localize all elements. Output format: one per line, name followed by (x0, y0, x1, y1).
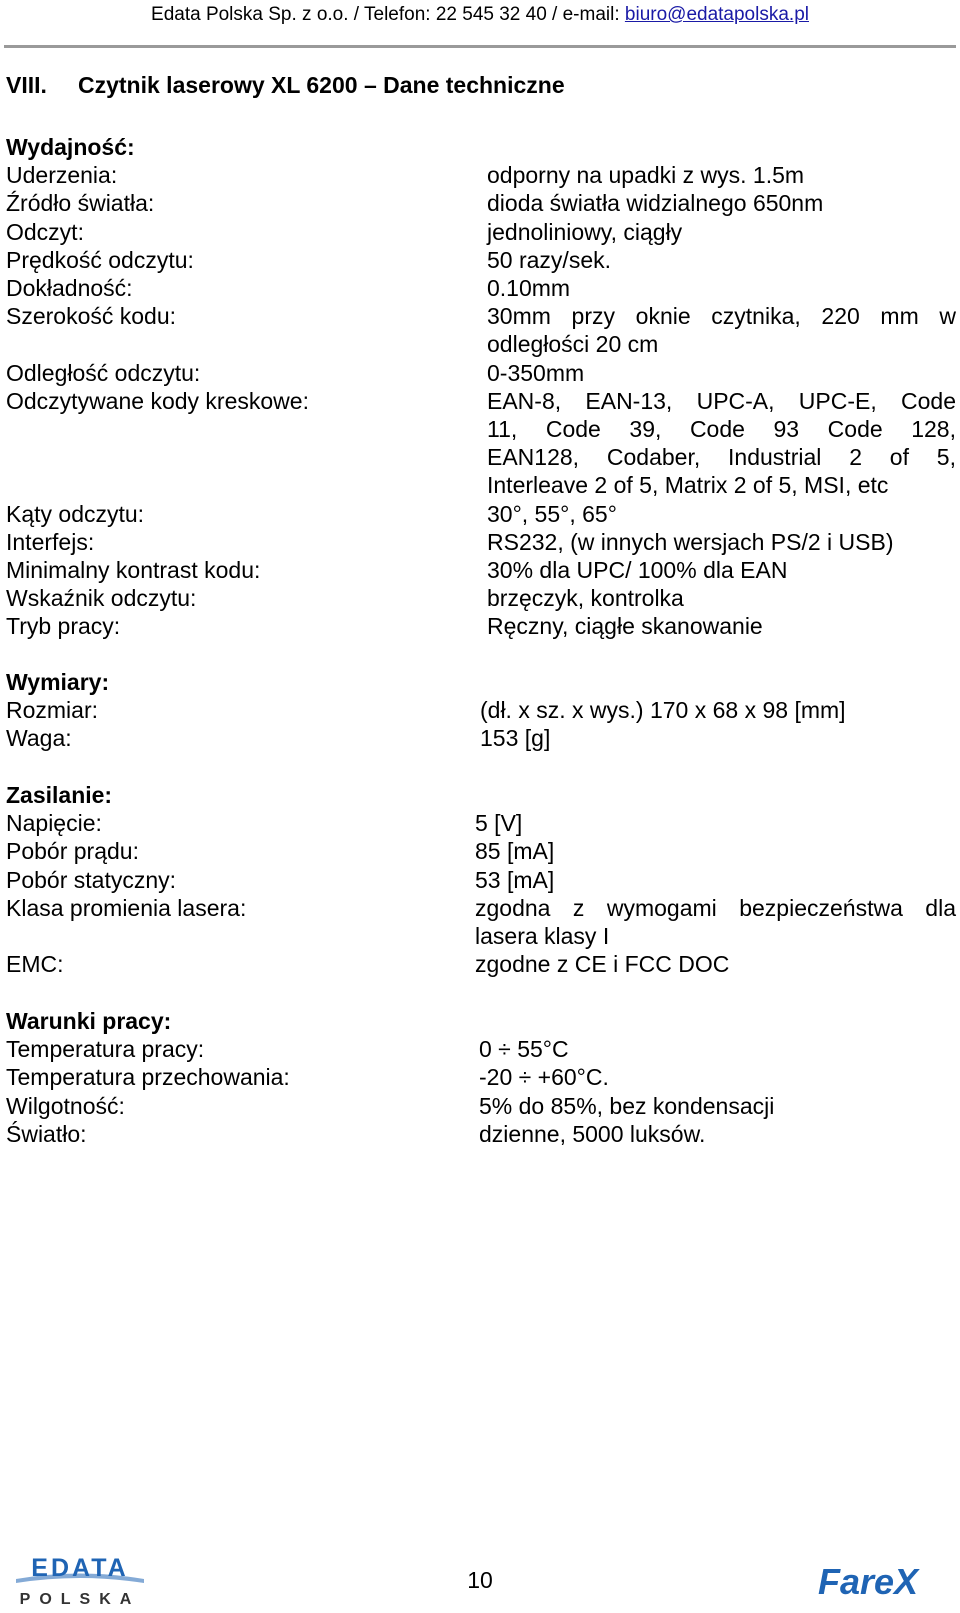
spec-label: Interfejs: (6, 528, 95, 555)
spec-row (6, 528, 956, 556)
spec-value-line: 30% dla UPC/ 100% dla EAN (487, 557, 788, 584)
spec-value-line: -20 ÷ +60°C. (479, 1064, 609, 1091)
spec-value (487, 246, 956, 274)
spec-value-line: 11, Code 39, Code 93 Code 128, (487, 416, 956, 443)
spec-row (6, 950, 956, 978)
spec-value (487, 556, 956, 584)
edata-polska-logo (14, 1552, 146, 1608)
spec-value (487, 387, 956, 500)
spec-value (487, 189, 956, 217)
spec-label: Odczyt: (6, 218, 84, 245)
spec-row (6, 302, 956, 358)
spec-label: Temperatura pracy: (6, 1036, 205, 1063)
spec-label: Światło: (6, 1120, 87, 1147)
spec-value-line: 5% do 85%, bez kondensacji (479, 1092, 775, 1119)
spec-row (6, 359, 956, 387)
spec-group (6, 668, 956, 753)
spec-value (475, 894, 956, 950)
spec-row (6, 387, 956, 500)
spec-group-title: Warunki pracy: (6, 1008, 172, 1034)
spec-group (6, 781, 956, 978)
spec-value-line: zgodna z wymogami bezpieczeństwa dla (475, 894, 956, 921)
spec-label: Klasa promienia lasera: (6, 894, 247, 921)
spec-row (6, 1092, 956, 1120)
page-header (0, 2, 960, 28)
spec-value (487, 218, 956, 246)
spec-value (487, 359, 956, 387)
spec-value-line: 53 [mA] (475, 866, 555, 893)
spec-value (487, 584, 956, 612)
spec-label: Wskaźnik odczytu: (6, 585, 197, 612)
section-heading (6, 70, 565, 100)
spec-value-line: 5 [V] (475, 810, 523, 837)
spec-label: Rozmiar: (6, 697, 99, 724)
spec-row (6, 189, 956, 217)
spec-label: Waga: (6, 725, 72, 752)
spec-row (6, 584, 956, 612)
spec-value-line: jednoliniowy, ciągły (487, 218, 683, 245)
spec-value-line: 153 [g] (480, 725, 551, 752)
spec-value-line: dioda światła widzialnego 650nm (487, 190, 824, 217)
spec-value (480, 696, 956, 724)
spec-row (6, 1063, 956, 1091)
spec-row (6, 500, 956, 528)
spec-value (475, 837, 956, 865)
spec-value-line: EAN-8, EAN-13, UPC-A, UPC-E, Code (487, 387, 956, 414)
spec-value (475, 809, 956, 837)
spec-label: Odległość odczytu: (6, 359, 201, 386)
email-link[interactable]: biuro@edatapolska.pl (624, 4, 809, 25)
spec-label: Źródło światła: (6, 190, 155, 217)
spec-value (475, 866, 956, 894)
spec-label: Minimalny kontrast kodu: (6, 557, 261, 584)
spec-row (6, 274, 956, 302)
spec-row (6, 612, 956, 640)
spec-row (6, 218, 956, 246)
spec-value (487, 274, 956, 302)
page-number: 10 (467, 1567, 493, 1593)
spec-value-line: 50 razy/sek. (487, 246, 611, 273)
spec-row (6, 894, 956, 950)
spec-value-line: 0.10mm (487, 275, 571, 301)
spec-value-line: 30mm przy oknie czytnika, 220 mm w (487, 303, 956, 330)
spec-value-line: odporny na upadki z wys. 1.5m (487, 162, 805, 189)
spec-label: Napięcie: (6, 810, 102, 837)
spec-value (475, 950, 956, 978)
spec-value-line: Ręczny, ciągłe skanowanie (487, 613, 763, 640)
spec-group (6, 1007, 956, 1148)
spec-row (6, 809, 956, 837)
spec-group-title: Wymiary: (6, 669, 110, 695)
spec-value-line: (dł. x sz. x wys.) 170 x 68 x 98 [mm] (480, 697, 846, 724)
spec-group-title: Zasilanie: (6, 782, 113, 808)
spec-label: Temperatura przechowania: (6, 1064, 290, 1091)
spec-value (479, 1035, 956, 1063)
spec-label: Dokładność: (6, 275, 133, 301)
spec-value (487, 302, 956, 358)
spec-row (6, 246, 956, 274)
farex-logo-text: FareX (818, 1562, 919, 1602)
spec-row (6, 866, 956, 894)
farex-logo (818, 1562, 942, 1602)
spec-label: EMC: (6, 951, 64, 978)
spec-row (6, 837, 956, 865)
header-divider (4, 45, 956, 48)
spec-row (6, 1035, 956, 1063)
spec-value-line: dzienne, 5000 luksów. (479, 1120, 706, 1147)
spec-value-line: zgodne z CE i FCC DOC (475, 951, 730, 978)
section-number: VIII. (6, 72, 47, 98)
section-title: Czytnik laserowy XL 6200 – Dane techniczne (78, 72, 565, 98)
header-contact-text: Edata Polska Sp. z o.o. / Telefon: 22 545 32 40 / e-mail: (151, 4, 625, 25)
spec-value-line: 0 ÷ 55°C (479, 1036, 569, 1063)
spec-group-title: Wydajność: (6, 134, 135, 160)
spec-value-line: odległości 20 cm (487, 331, 659, 358)
spec-value (487, 528, 956, 556)
spec-value (479, 1092, 956, 1120)
spec-value (487, 612, 956, 640)
spec-value (487, 161, 956, 189)
spec-value-line: EAN128, Codaber, Industrial 2 of 5, (487, 444, 956, 471)
spec-value-line: 85 [mA] (475, 838, 555, 865)
spec-label: Pobór prądu: (6, 838, 139, 865)
spec-value-line: 0-350mm (487, 359, 585, 386)
spec-label: Odczytywane kody kreskowe: (6, 387, 309, 414)
polska-logo-text: POLSKA (19, 1591, 141, 1608)
spec-value-line: brzęczyk, kontrolka (487, 585, 684, 612)
spec-label: Pobór statyczny: (6, 866, 177, 893)
spec-value-line: Interleave 2 of 5, Matrix 2 of 5, MSI, etc (487, 472, 889, 499)
spec-value (487, 500, 956, 528)
spec-label: Uderzenia: (6, 162, 118, 189)
spec-value-line: 30°, 55°, 65° (487, 500, 617, 527)
spec-row (6, 724, 956, 752)
spec-row (6, 161, 956, 189)
spec-label: Wilgotność: (6, 1092, 125, 1119)
spec-label: Prędkość odczytu: (6, 246, 194, 273)
spec-row (6, 696, 956, 724)
spec-label: Kąty odczytu: (6, 500, 145, 527)
spec-value (479, 1120, 956, 1148)
spec-value (480, 724, 956, 752)
spec-label: Tryb pracy: (6, 613, 121, 640)
spec-row (6, 556, 956, 584)
edata-logo-text: EDATA (31, 1554, 129, 1582)
spec-value (479, 1063, 956, 1091)
spec-row (6, 1120, 956, 1148)
spec-label: Szerokość kodu: (6, 303, 177, 330)
spec-value-line: lasera klasy I (475, 923, 610, 949)
spec-group (6, 133, 956, 641)
spec-value-line: RS232, (w innych wersjach PS/2 i USB) (487, 528, 894, 555)
